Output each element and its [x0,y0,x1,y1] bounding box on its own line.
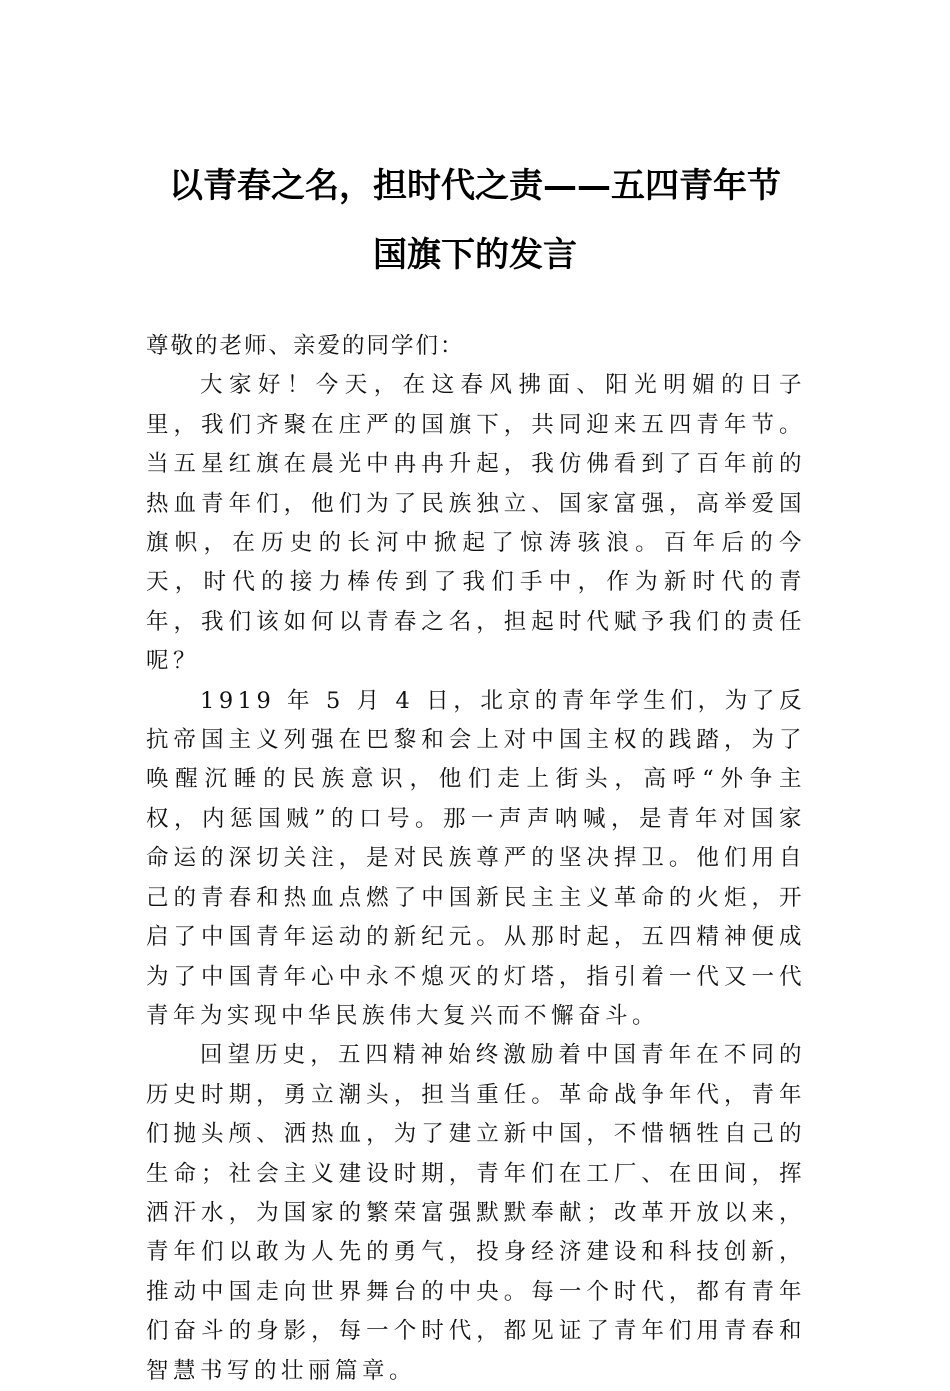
paragraph-2: 1919 年 5 月 4 日，北京的青年学生们，为了反抗帝国主义列强在巴黎和会上对中国主权的践踏，为了唤醒沉睡的民族意识，他们走上街头，高呼“外争主权，内惩国贼”的口号。那一声声呐喊，是青年对国家命运的深切关注，是对民族尊严的坚决捍卫。他们用自己的青春和热血点燃了中国新民主主义革命的火炬，开启了中国青年运动的新纪元。从那时起，五四精神便成为了中国青年心中永不熄灭的灯塔，指引着一代又一代青年为实现中华民族伟大复兴而不懈奋斗。 [146,687,806,1029]
salutation: 尊敬的老师、亲爱的同学们： [146,333,465,359]
document-title-line-2: 国旗下的发言 [373,235,577,275]
paragraph-3: 回望历史，五四精神始终激励着中国青年在不同的历史时期，勇立潮头，担当重任。革命战争年代，青年们抛头颅、洒热血，为了建立新中国，不惜牺牲自己的生命；社会主义建设时期，青年们在工厂、在田间，挥洒汗水，为国家的繁荣富强默默奉献；改革开放以来，青年们以敢为人先的勇气，投身经济建设和科技创新，推动中国走向世界舞台的中央。每一个时代，都有青年们奋斗的身影，每一个时代，都见证了青年们用青春和智慧书写的壮丽篇章。 [146,1042,806,1384]
paragraph-1: 大家好！今天，在这春风拂面、阳光明媚的日子里，我们齐聚在庄严的国旗下，共同迎来五四青年节。当五星红旗在晨光中冉冉升起，我仿佛看到了百年前的热血青年们，他们为了民族独立、国家富强，高举爱国旗帜，在历史的长河中掀起了惊涛骇浪。百年后的今天，时代的接力棒传到了我们手中，作为新时代的青年，我们该如何以青春之名，担起时代赋予我们的责任呢？ [146,372,806,675]
document-body [146,327,806,1391]
document-title-line-1: 以青春之名，担时代之责——五四青年节 [169,166,781,206]
